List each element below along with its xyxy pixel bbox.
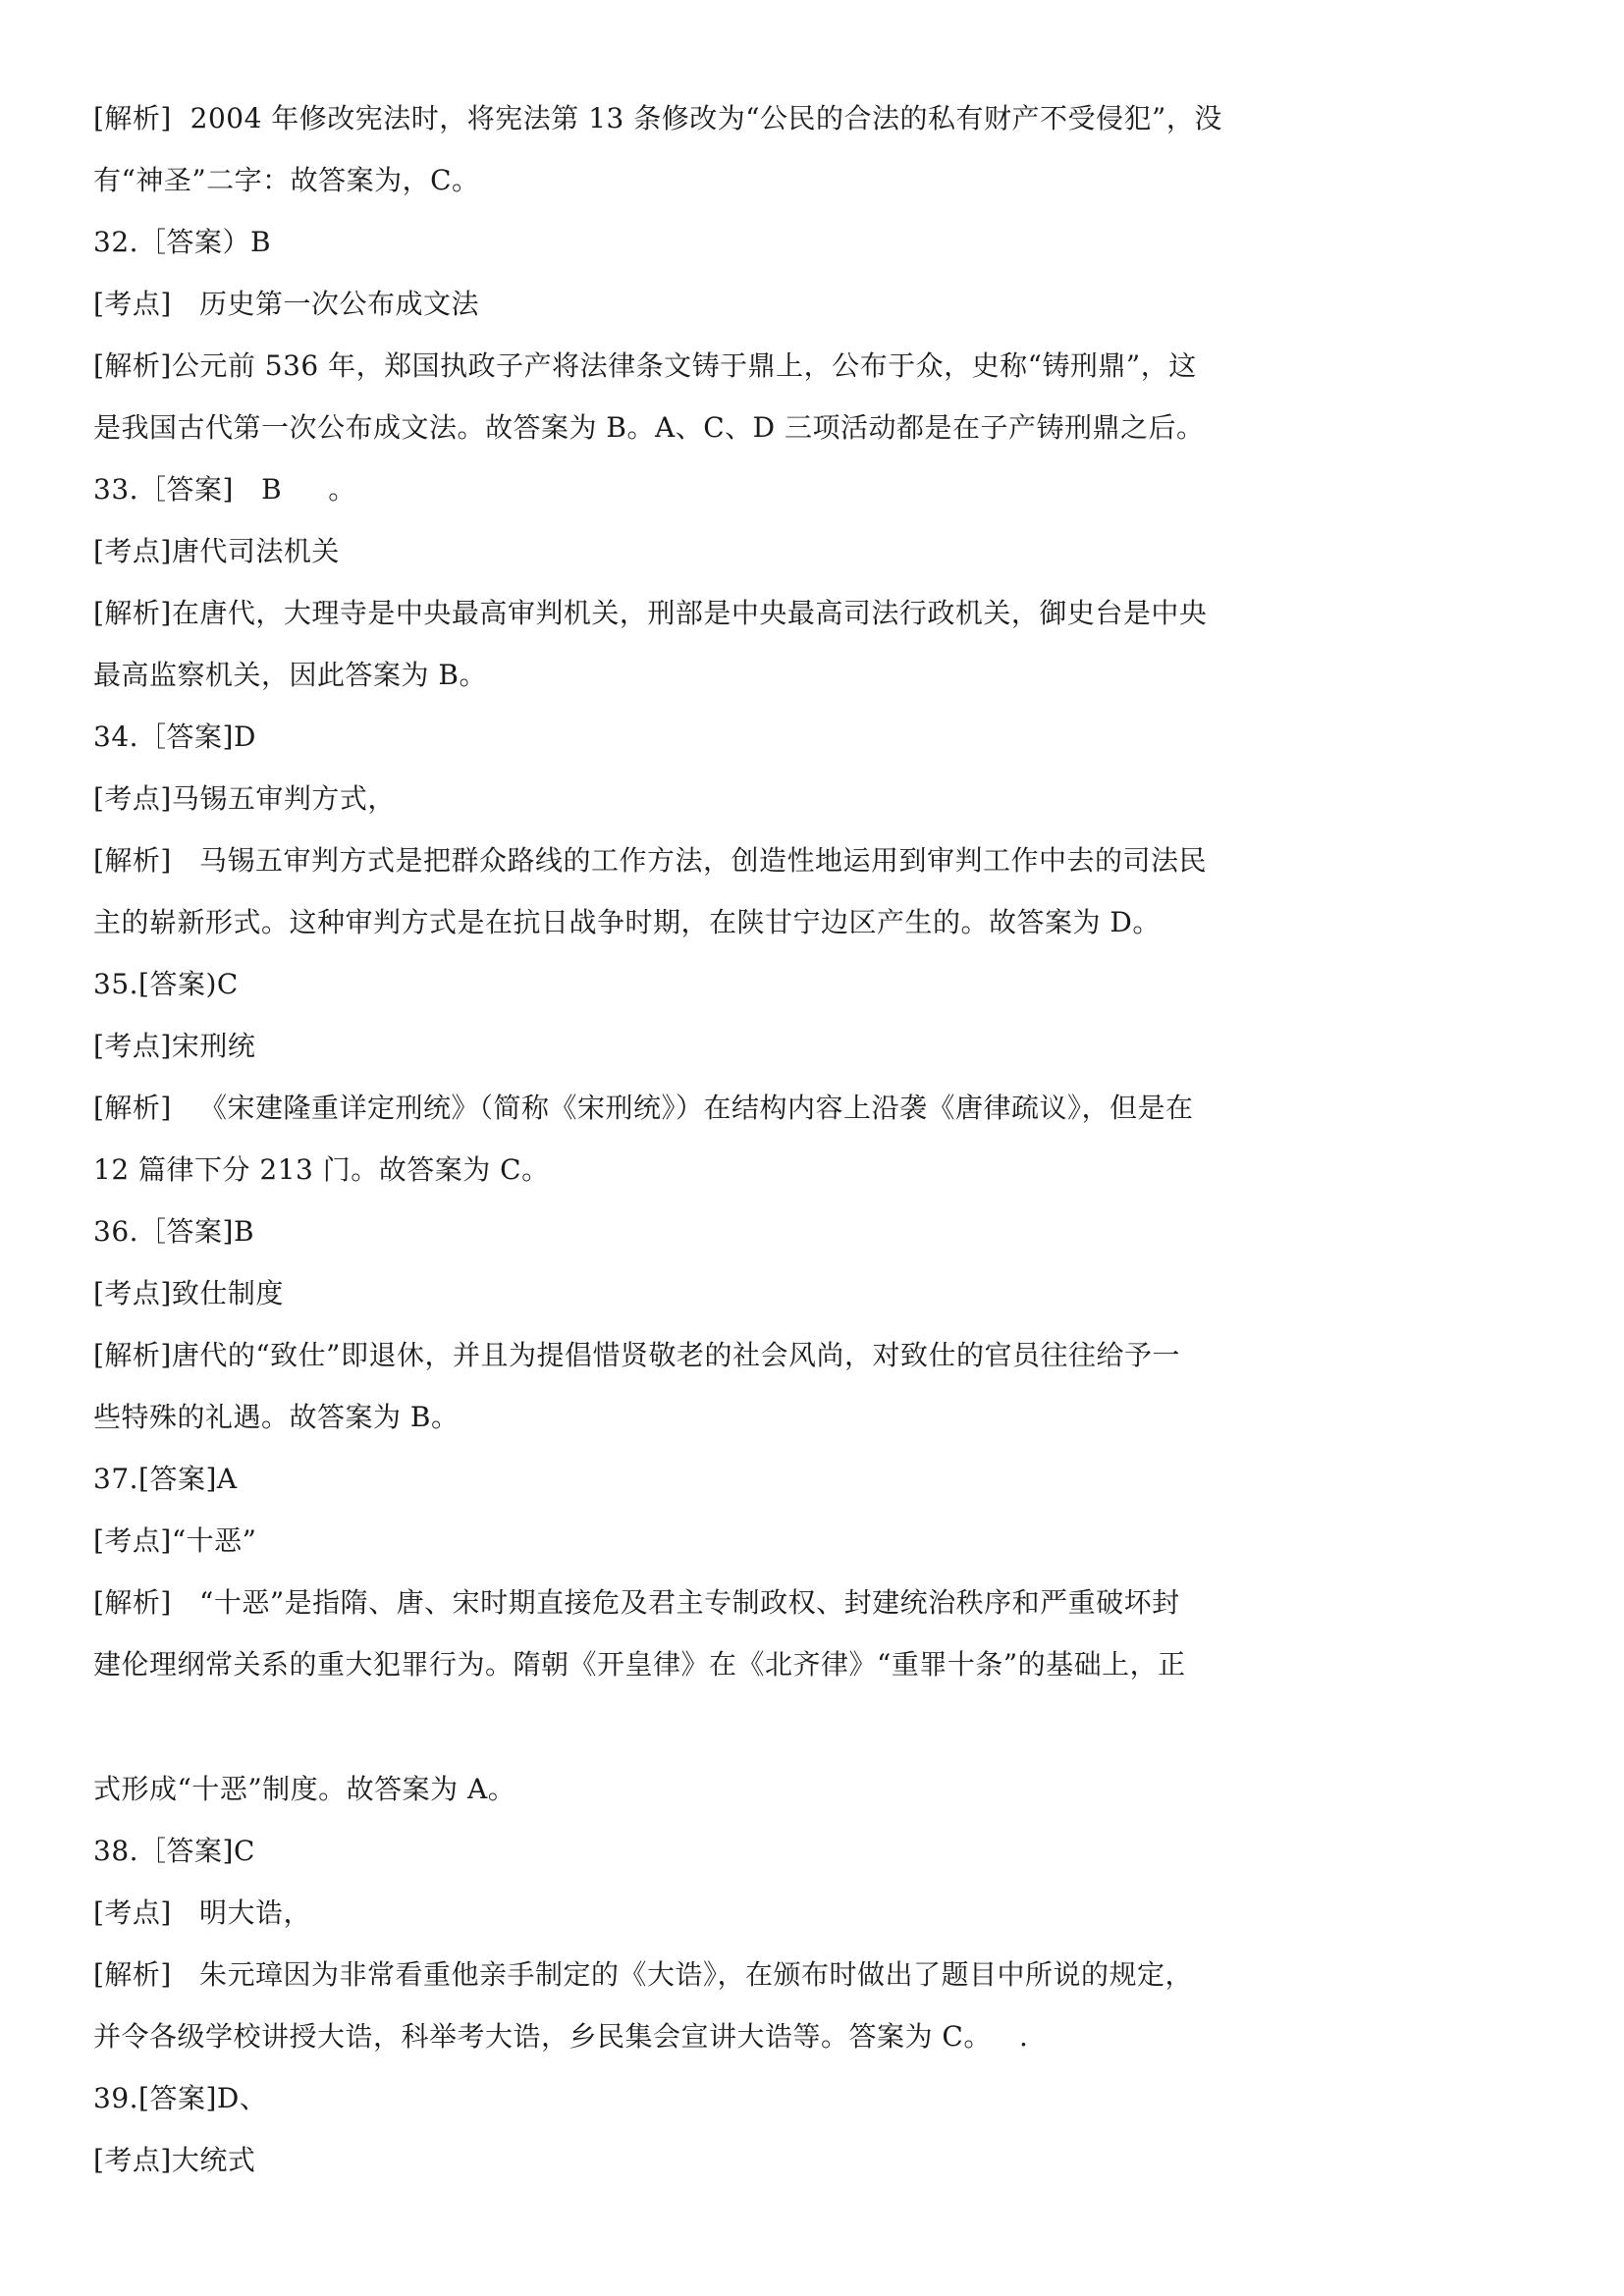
text-line: [解析]唐代的“致仕”即退休，并且为提倡惜贤敬老的社会风尚，对致仕的官员往往给予一 bbox=[93, 1339, 1180, 1371]
text-line: 有“神圣”二字：故答案为，C。 bbox=[93, 164, 480, 196]
text-line: 并令各级学校讲授大诰，科举考大诰，乡民集会宣讲大诰等。答案为 C。 . bbox=[93, 2020, 1029, 2053]
text-line: [考点]“十恶” bbox=[93, 1524, 257, 1557]
text-line: 35.[答案)C bbox=[93, 968, 239, 1000]
text-line: 是我国古代第一次公布成文法。故答案为 B。A、C、D 三项活动都是在子产铸刑鼎之后。 bbox=[93, 411, 1205, 444]
text-line: [考点]马锡五审判方式， bbox=[93, 782, 396, 815]
text-line: [考点] 历史第一次公布成文法 bbox=[93, 288, 480, 320]
text-line: [解析] 马锡五审判方式是把群众路线的工作方法，创造性地运用到审判工作中去的司法民 bbox=[93, 844, 1208, 877]
text-line: [考点] 明大诰， bbox=[93, 1896, 312, 1929]
text-line: [考点]唐代司法机关 bbox=[93, 535, 340, 567]
text-line: 39.[答案]D、 bbox=[93, 2082, 268, 2114]
text-line: 主的崭新形式。这种审判方式是在抗日战争时期，在陕甘宁边区产生的。故答案为 D。 bbox=[93, 906, 1161, 938]
text-line: 建伦理纲常关系的重大犯罪行为。隋朝《开皇律》在《北齐律》“重罪十条”的基础上，正 bbox=[93, 1648, 1186, 1681]
text-line: [考点]大统式 bbox=[93, 2144, 256, 2176]
text-line: 36.［答案]B bbox=[93, 1215, 255, 1248]
text-line: 12 篇律下分 213 门。故答案为 C。 bbox=[93, 1153, 550, 1186]
text-line: [解析] 《宋建隆重详定刑统》（简称《宋刑统》）在结构内容上沿袭《唐律疏议》，但是在 bbox=[93, 1092, 1194, 1124]
text-line: [解析] 2004 年修改宪法时，将宪法第 13 条修改为“公民的合法的私有财产不受侵犯”，没 bbox=[93, 102, 1222, 134]
text-line: 些特殊的礼遇。故答案为 B。 bbox=[93, 1401, 460, 1433]
text-line: [考点]宋刑统 bbox=[93, 1030, 256, 1062]
text-line: 38.［答案]C bbox=[93, 1835, 255, 1867]
text-line: [解析]在唐代，大理寺是中央最高审判机关，刑部是中央最高司法行政机关，御史台是中央 bbox=[93, 597, 1208, 629]
text-line: 37.[答案]A bbox=[93, 1463, 238, 1495]
text-line: [解析]公元前 536 年，郑国执政子产将法律条文铸于鼎上，公布于众，史称“铸刑鼎”，这 bbox=[93, 349, 1197, 382]
text-line: 最高监察机关，因此答案为 B。 bbox=[93, 659, 487, 691]
text-line: 式形成“十恶”制度。故答案为 A。 bbox=[93, 1773, 516, 1805]
text-line: 32.［答案）B bbox=[93, 226, 272, 258]
text-line: [考点]致仕制度 bbox=[93, 1277, 284, 1309]
text-line: 34.［答案]D bbox=[93, 721, 256, 753]
text-line: [解析] 朱元璋因为非常看重他亲手制定的《大诰》，在颁布时做出了题目中所说的规定， bbox=[93, 1958, 1194, 1991]
text-line: [解析] “十恶”是指隋、唐、宋时期直接危及君主专制政权、封建统治秩序和严重破坏封 bbox=[93, 1586, 1180, 1619]
text-line: 33.［答案] B 。 bbox=[93, 473, 356, 506]
